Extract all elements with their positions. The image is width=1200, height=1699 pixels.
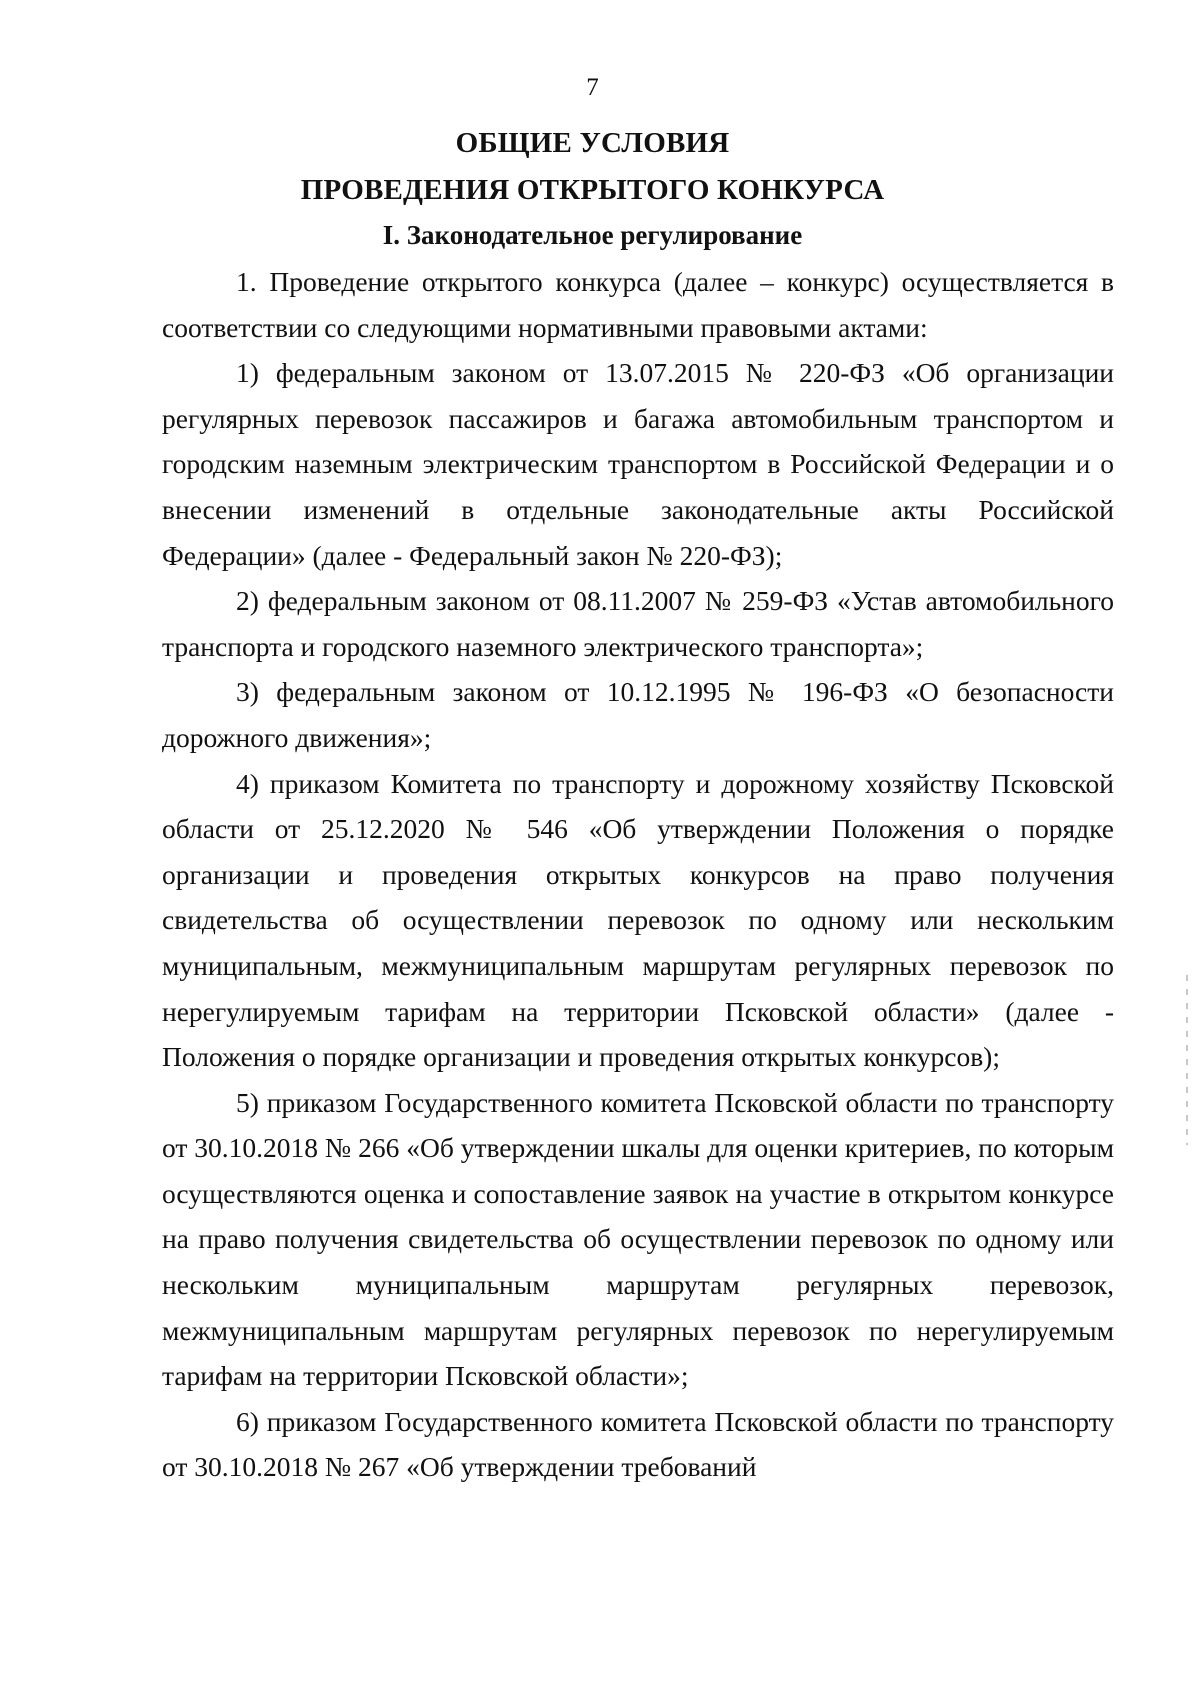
list-item-3: 3) федеральным законом от 10.12.1995 № 196-ФЗ «О безопасности дорожного движения»; [162,676,1114,753]
document-title-line-2: ПРОВЕДЕНИЯ ОТКРЫТОГО КОНКУРСА [300,174,885,206]
list-item-1: 1) федеральным законом от 13.07.2015 № 220-ФЗ «Об организации регулярных перевозок пассажиров и багажа автомобильным транспортом и городским наземным электрическим транспортом в Российской Федерации и о внесении изменений в отдельные законодательные акты Российской Федерации» (далее - Федеральный закон № 220-ФЗ); [162,357,1114,571]
paragraph-1: 1. Проведение открытого конкурса (далее – конкурс) осуществляется в соответствии со следующими нормативными правовыми актами: [162,266,1114,343]
section-heading: I. Законодательное регулирование [382,220,803,250]
list-item-4: 4) приказом Комитета по транспорту и дорожному хозяйству Псковской области от 25.12.2020 № 546 «Об утверждении Положения о порядке организации и проведения открытых конкурсов на право получения свидетельства об осуществлении перевозок по одному или нескольким муниципальным, межмуниципальным маршрутам регулярных перевозок по нерегулируемым тарифам на территории Псковской области» (далее - Положения о порядке организации и проведения открытых конкурсов); [162,767,1114,1073]
page-number: 7 [586,74,599,101]
list-item-5: 5) приказом Государственного комитета Псковской области по транспорту от 30.10.2018 № 266 «Об утверждении шкалы для оценки критериев, по которым осуществляются оценка и сопоставление заявок на участие в открытом конкурсе на право получения свидетельства об осуществлении перевозок по одному или нескольким муниципальным маршрутам регулярных перевозок, межмуниципальным маршрутам регулярных перевозок по нерегулируемым тарифам на территории Псковской области»; [162,1086,1114,1392]
list-item-6: 6) приказом Государственного комитета Псковской области по транспорту от 30.10.2018 № 267 «Об утверждении требований [162,1405,1114,1483]
document-body [162,259,1114,1490]
scan-edge-marks [1186,975,1188,1145]
document-title-line-1: ОБЩИЕ УСЛОВИЯ [455,127,730,159]
list-item-2: 2) федеральным законом от 08.11.2007 № 259-ФЗ «Устав автомобильного транспорта и городского наземного электрического транспорта»; [162,585,1114,662]
